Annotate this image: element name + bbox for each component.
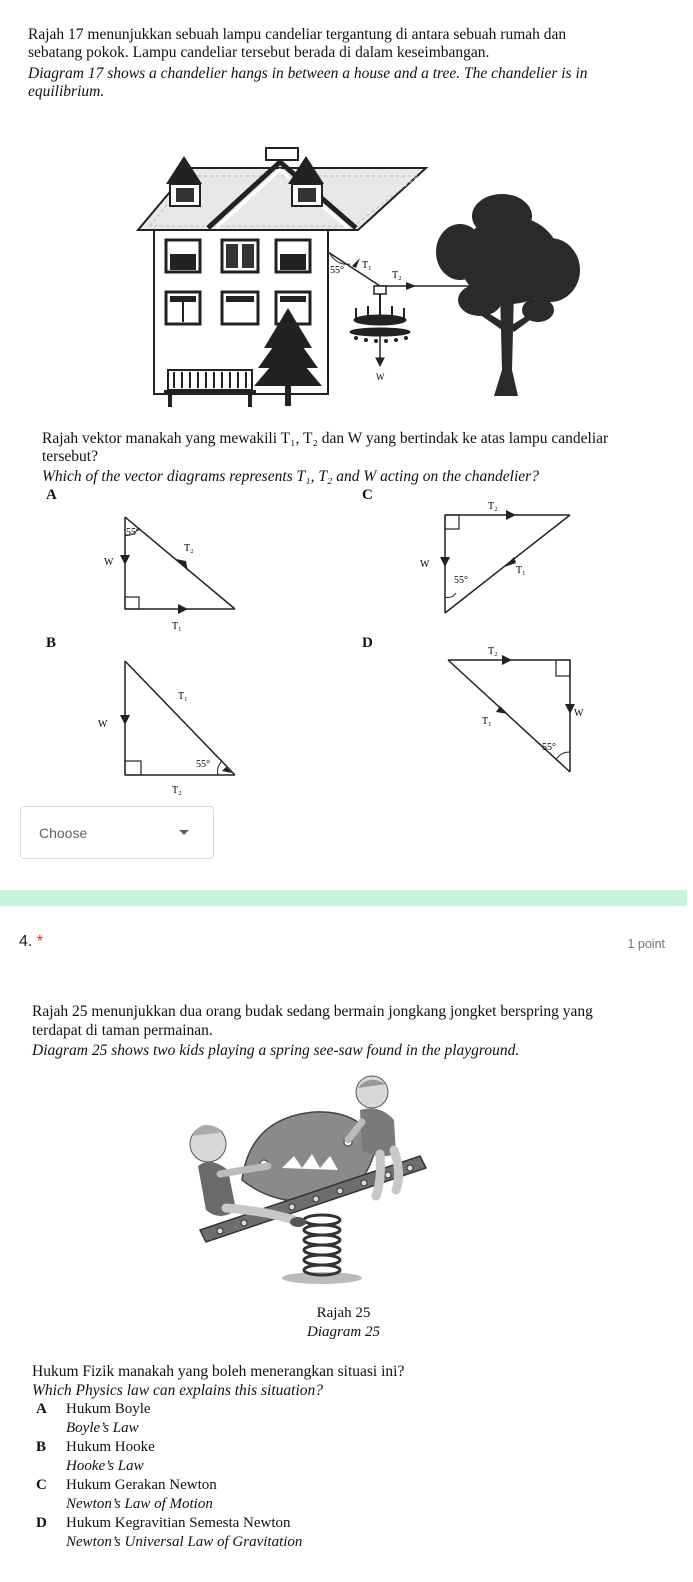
option-a-w: W xyxy=(104,557,114,568)
question-4-header xyxy=(19,933,43,951)
option-c-t2: T₂ xyxy=(488,501,498,512)
option-b-letter: B xyxy=(46,635,57,651)
option-c-t1: T₁ xyxy=(516,565,526,576)
option-b-t1: T₁ xyxy=(178,691,188,702)
q4-intro-ms-line1: Rajah 25 menunjukkan dua orang budak sedang bermain jongkang jongket berspring yang xyxy=(32,1003,593,1020)
answer-dropdown[interactable] xyxy=(20,806,214,859)
house-chandelier-tree-figure xyxy=(130,140,600,410)
q4-option-b-letter: B xyxy=(36,1439,47,1455)
spring-seesaw-figure xyxy=(180,1070,430,1290)
option-b-t2: T₂ xyxy=(172,785,182,795)
figure-angle-label: 55° xyxy=(330,265,344,276)
question-number: 4. xyxy=(19,933,33,950)
option-a-vector-diagram xyxy=(90,505,250,635)
q17-intro-ms-line1: Rajah 17 menunjukkan sebuah lampu candeliar tergantung di antara sebuah rumah dan xyxy=(28,26,567,43)
option-c-w: W xyxy=(420,559,430,570)
q4-intro-ms-line2: terdapat di taman permainan. xyxy=(32,1022,213,1039)
q4-option-a-letter: A xyxy=(36,1401,47,1417)
question-points: 1 point xyxy=(627,937,665,951)
q4-intro-en: Diagram 25 shows two kids playing a spring see-saw found in the playground. xyxy=(32,1042,520,1059)
q4-option-a-en: Boyle’s Law xyxy=(66,1420,139,1436)
option-d-t2: T₂ xyxy=(488,646,498,657)
option-c-vector-diagram xyxy=(410,497,580,622)
q17-intro-ms-line2: sebatang pokok. Lampu candeliar tersebut berada di dalam keseimbangan. xyxy=(28,44,490,61)
q4-option-a xyxy=(36,1400,151,1418)
option-a-t2: T₂ xyxy=(184,543,194,554)
q17-intro-en-line2: equilibrium. xyxy=(28,83,105,100)
option-d-letter: D xyxy=(362,635,373,651)
q17-intro-en-line1: Diagram 17 shows a chandelier hangs in between a house and a tree. The chandelier is in xyxy=(28,65,588,82)
q4-question-en: Which Physics law can explains this situation? xyxy=(32,1382,324,1399)
q17-question-ms-line1: Rajah vektor manakah yang mewakili T₁, T₂ dan W yang bertindak ke atas lampu candeliar xyxy=(42,430,609,447)
q4-question-ms: Hukum Fizik manakah yang boleh menerangkan situasi ini? xyxy=(32,1363,405,1380)
q4-option-b-en: Hooke’s Law xyxy=(66,1458,144,1474)
required-asterisk: * xyxy=(36,933,44,950)
q4-option-b-ms: Hukum Hooke xyxy=(66,1439,155,1455)
option-d-t1: T₁ xyxy=(482,716,492,727)
figure-t1-label: T₁ xyxy=(362,260,372,271)
option-a-angle: 55° xyxy=(126,527,140,538)
figure-caption-ms: Rajah 25 xyxy=(316,1305,371,1321)
option-d-angle: 55° xyxy=(542,742,556,753)
chandelier xyxy=(350,286,410,366)
option-c-angle: 55° xyxy=(454,575,468,586)
option-b-angle: 55° xyxy=(196,759,210,770)
option-a-letter: A xyxy=(46,487,57,503)
q4-option-c-en: Newton’s Law of Motion xyxy=(66,1496,213,1512)
option-b-vector-diagram xyxy=(90,655,250,795)
q17-question-en: Which of the vector diagrams represents T₁, T₂ and W acting on the chandelier? xyxy=(42,468,539,485)
q4-option-c-letter: C xyxy=(36,1477,47,1493)
q4-option-d-ms: Hukum Kegravitian Semesta Newton xyxy=(66,1515,291,1531)
option-a-t1: T₁ xyxy=(172,621,182,632)
q4-option-d-letter: D xyxy=(36,1515,47,1531)
q4-option-d xyxy=(36,1514,291,1532)
answer-dropdown-value: Choose xyxy=(39,824,88,841)
figure-t2-label: T₂ xyxy=(392,270,402,281)
option-c-letter: C xyxy=(362,487,373,503)
q4-option-a-ms: Hukum Boyle xyxy=(66,1401,151,1417)
option-d-w: W xyxy=(574,708,584,719)
option-b-w: W xyxy=(98,719,108,730)
figure-w-label: W xyxy=(376,372,385,382)
q4-option-d-en: Newton’s Universal Law of Gravitation xyxy=(66,1534,303,1550)
q17-question-ms-line2: tersebut? xyxy=(42,448,98,465)
q4-option-b xyxy=(36,1438,155,1456)
figure-caption-en: Diagram 25 xyxy=(307,1324,380,1340)
tree xyxy=(436,194,580,396)
option-d-vector-diagram xyxy=(430,640,590,780)
section-divider xyxy=(0,890,687,906)
chevron-down-icon xyxy=(179,830,189,835)
q4-option-c xyxy=(36,1476,217,1494)
q4-option-c-ms: Hukum Gerakan Newton xyxy=(66,1477,217,1493)
